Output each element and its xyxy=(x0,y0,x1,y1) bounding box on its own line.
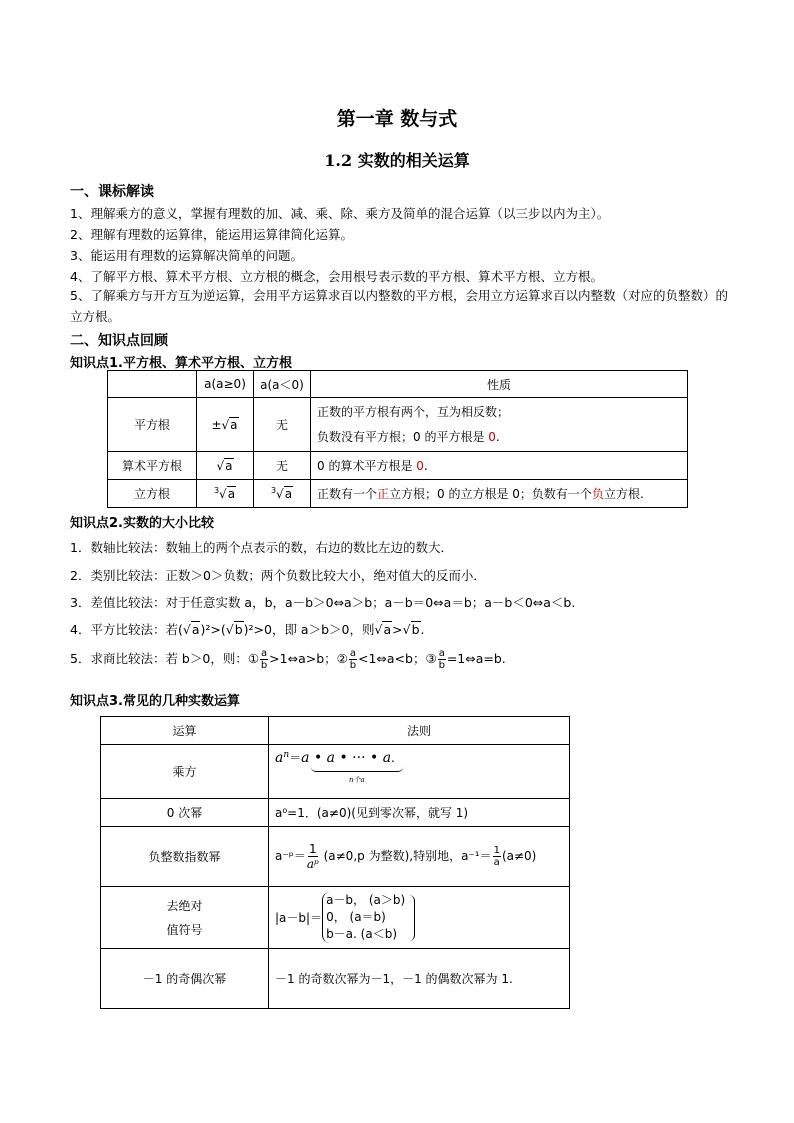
section-title: 1.2 实数的相关运算 xyxy=(324,151,470,170)
underbrace-label: n个a xyxy=(349,776,365,784)
ops-header-op: 运算 xyxy=(101,717,269,745)
standard-item-4: 4、了解平方根、算术平方根、立方根的概念，会用根号表示数的平方根、算术平方根、立方根。 xyxy=(70,269,603,284)
ops-row-zero-name: 0 次幂 xyxy=(101,799,269,827)
roots-row-arith-name: 算术平方根 xyxy=(108,452,197,480)
ops-row-zero-rule: a⁰=1．(a≠0)(见到零次幂，就写 1) xyxy=(269,799,570,827)
chapter-title: 第一章 数与式 xyxy=(336,108,458,130)
compare-item-5: 5．求商比较法：若 b＞0，则：① $\frac{a}{b}$ >1⇔a>b；② $\frac{a}{b}$ <1⇔a<b；③ $\frac{a}{b}$ =1⇔a=b. xyxy=(70,648,506,671)
standard-item-3: 3、能运用有理数的运算解决简单的问题。 xyxy=(70,248,303,263)
ops-row-neg-one-rule: －1 的奇数次幂为－1，－1 的偶数次幂为 1. xyxy=(269,949,570,1009)
compare-item-1: 1．数轴比较法：数轴上的两个点表示的数，右边的数比左边的数大． xyxy=(70,540,453,555)
standard-item-5: 5、了解乘方与开方互为逆运算，会用平方运算求百以内整数的平方根，会用立方运算求百以内整数（对应的负整数）的立方根。 xyxy=(70,288,728,324)
kp3-heading: 知识点3.常见的几种实数运算 xyxy=(70,694,240,709)
ops-row-neg-one-name: －1 的奇偶次幂 xyxy=(101,949,269,1009)
standard-item-1: 1、理解乘方的意义，掌握有理数的加、减、乘、除、乘方及简单的混合运算（以三步以内为主）。 xyxy=(70,206,610,221)
roots-header-neg: a(a＜0) xyxy=(254,371,311,398)
roots-table xyxy=(107,370,688,508)
compare-item-3: 3．差值比较法：对于任意实数 a，b，a－b＞0⇔a＞b；a－b＝0⇔a＝b；a－b＜0⇔a＜b. xyxy=(70,595,576,610)
ops-row-power-name: 乘方 xyxy=(101,745,269,799)
ops-row-abs-rule: |a－b|＝ a－b， (a＞b) 0， (a＝b) b－a. (a＜b) xyxy=(269,887,570,949)
roots-header-pos: a(a≥0) xyxy=(197,371,254,398)
ops-row-abs-name: 去绝对 值符号 xyxy=(101,887,269,949)
roots-row-square-neg: 无 xyxy=(254,398,311,452)
ops-row-neg-name: 负整数指数幂 xyxy=(101,827,269,887)
underbrace xyxy=(311,767,403,772)
section2-heading: 二、知识点回顾 xyxy=(70,333,168,349)
roots-row-cube-prop: 正数有一个正立方根；0 的立方根是 0；负数有一个负立方根. xyxy=(311,480,688,508)
piecewise-brace: a－b， (a＞b) 0， (a＝b) b－a. (a＜b) xyxy=(322,892,405,943)
roots-row-square-pos: ±√a xyxy=(197,398,254,452)
ops-header-rule: 法则 xyxy=(269,717,570,745)
section1-heading: 一、课标解读 xyxy=(70,184,154,200)
ops-row-neg-rule: a⁻ᵖ＝ $\frac{1}{\text{aᵖ}}$ (a≠0,p 为整数),特别地，a⁻¹＝ $\frac{1}{a}$ (a≠0) xyxy=(269,827,570,887)
kp2-heading: 知识点2.实数的大小比较 xyxy=(70,516,214,531)
ops-row-power-rule: $a^n=a$ • a • ··· • a. n个a xyxy=(269,745,570,799)
standard-item-2: 2、理解有理数的运算律，能运用运算律简化运算。 xyxy=(70,227,353,242)
roots-row-arith-prop: 0 的算术平方根是 0. xyxy=(311,452,688,480)
roots-header-prop: 性质 xyxy=(311,371,688,398)
kp1-heading: 知识点1.平方根、算术平方根、立方根 xyxy=(70,356,292,371)
roots-row-cube-name: 立方根 xyxy=(108,480,197,508)
roots-row-arith-pos: √a xyxy=(197,452,254,480)
roots-header-empty xyxy=(108,371,197,398)
operations-table xyxy=(100,716,570,1009)
roots-row-square-name: 平方根 xyxy=(108,398,197,452)
roots-row-cube-pos: $^3$√a xyxy=(197,480,254,508)
roots-row-arith-neg: 无 xyxy=(254,452,311,480)
roots-row-square-prop: 正数的平方根有两个，互为相反数； 负数没有平方根；0 的平方根是 0. xyxy=(311,398,688,452)
roots-row-cube-neg: $^3$√a xyxy=(254,480,311,508)
compare-item-4: 4．平方比较法：若(√a)²>(√b)²>0，即 a＞b＞0，则√a>√b. xyxy=(70,622,425,637)
compare-item-2: 2．类别比较法：正数＞0＞负数；两个负数比较大小，绝对值大的反而小． xyxy=(70,568,486,583)
